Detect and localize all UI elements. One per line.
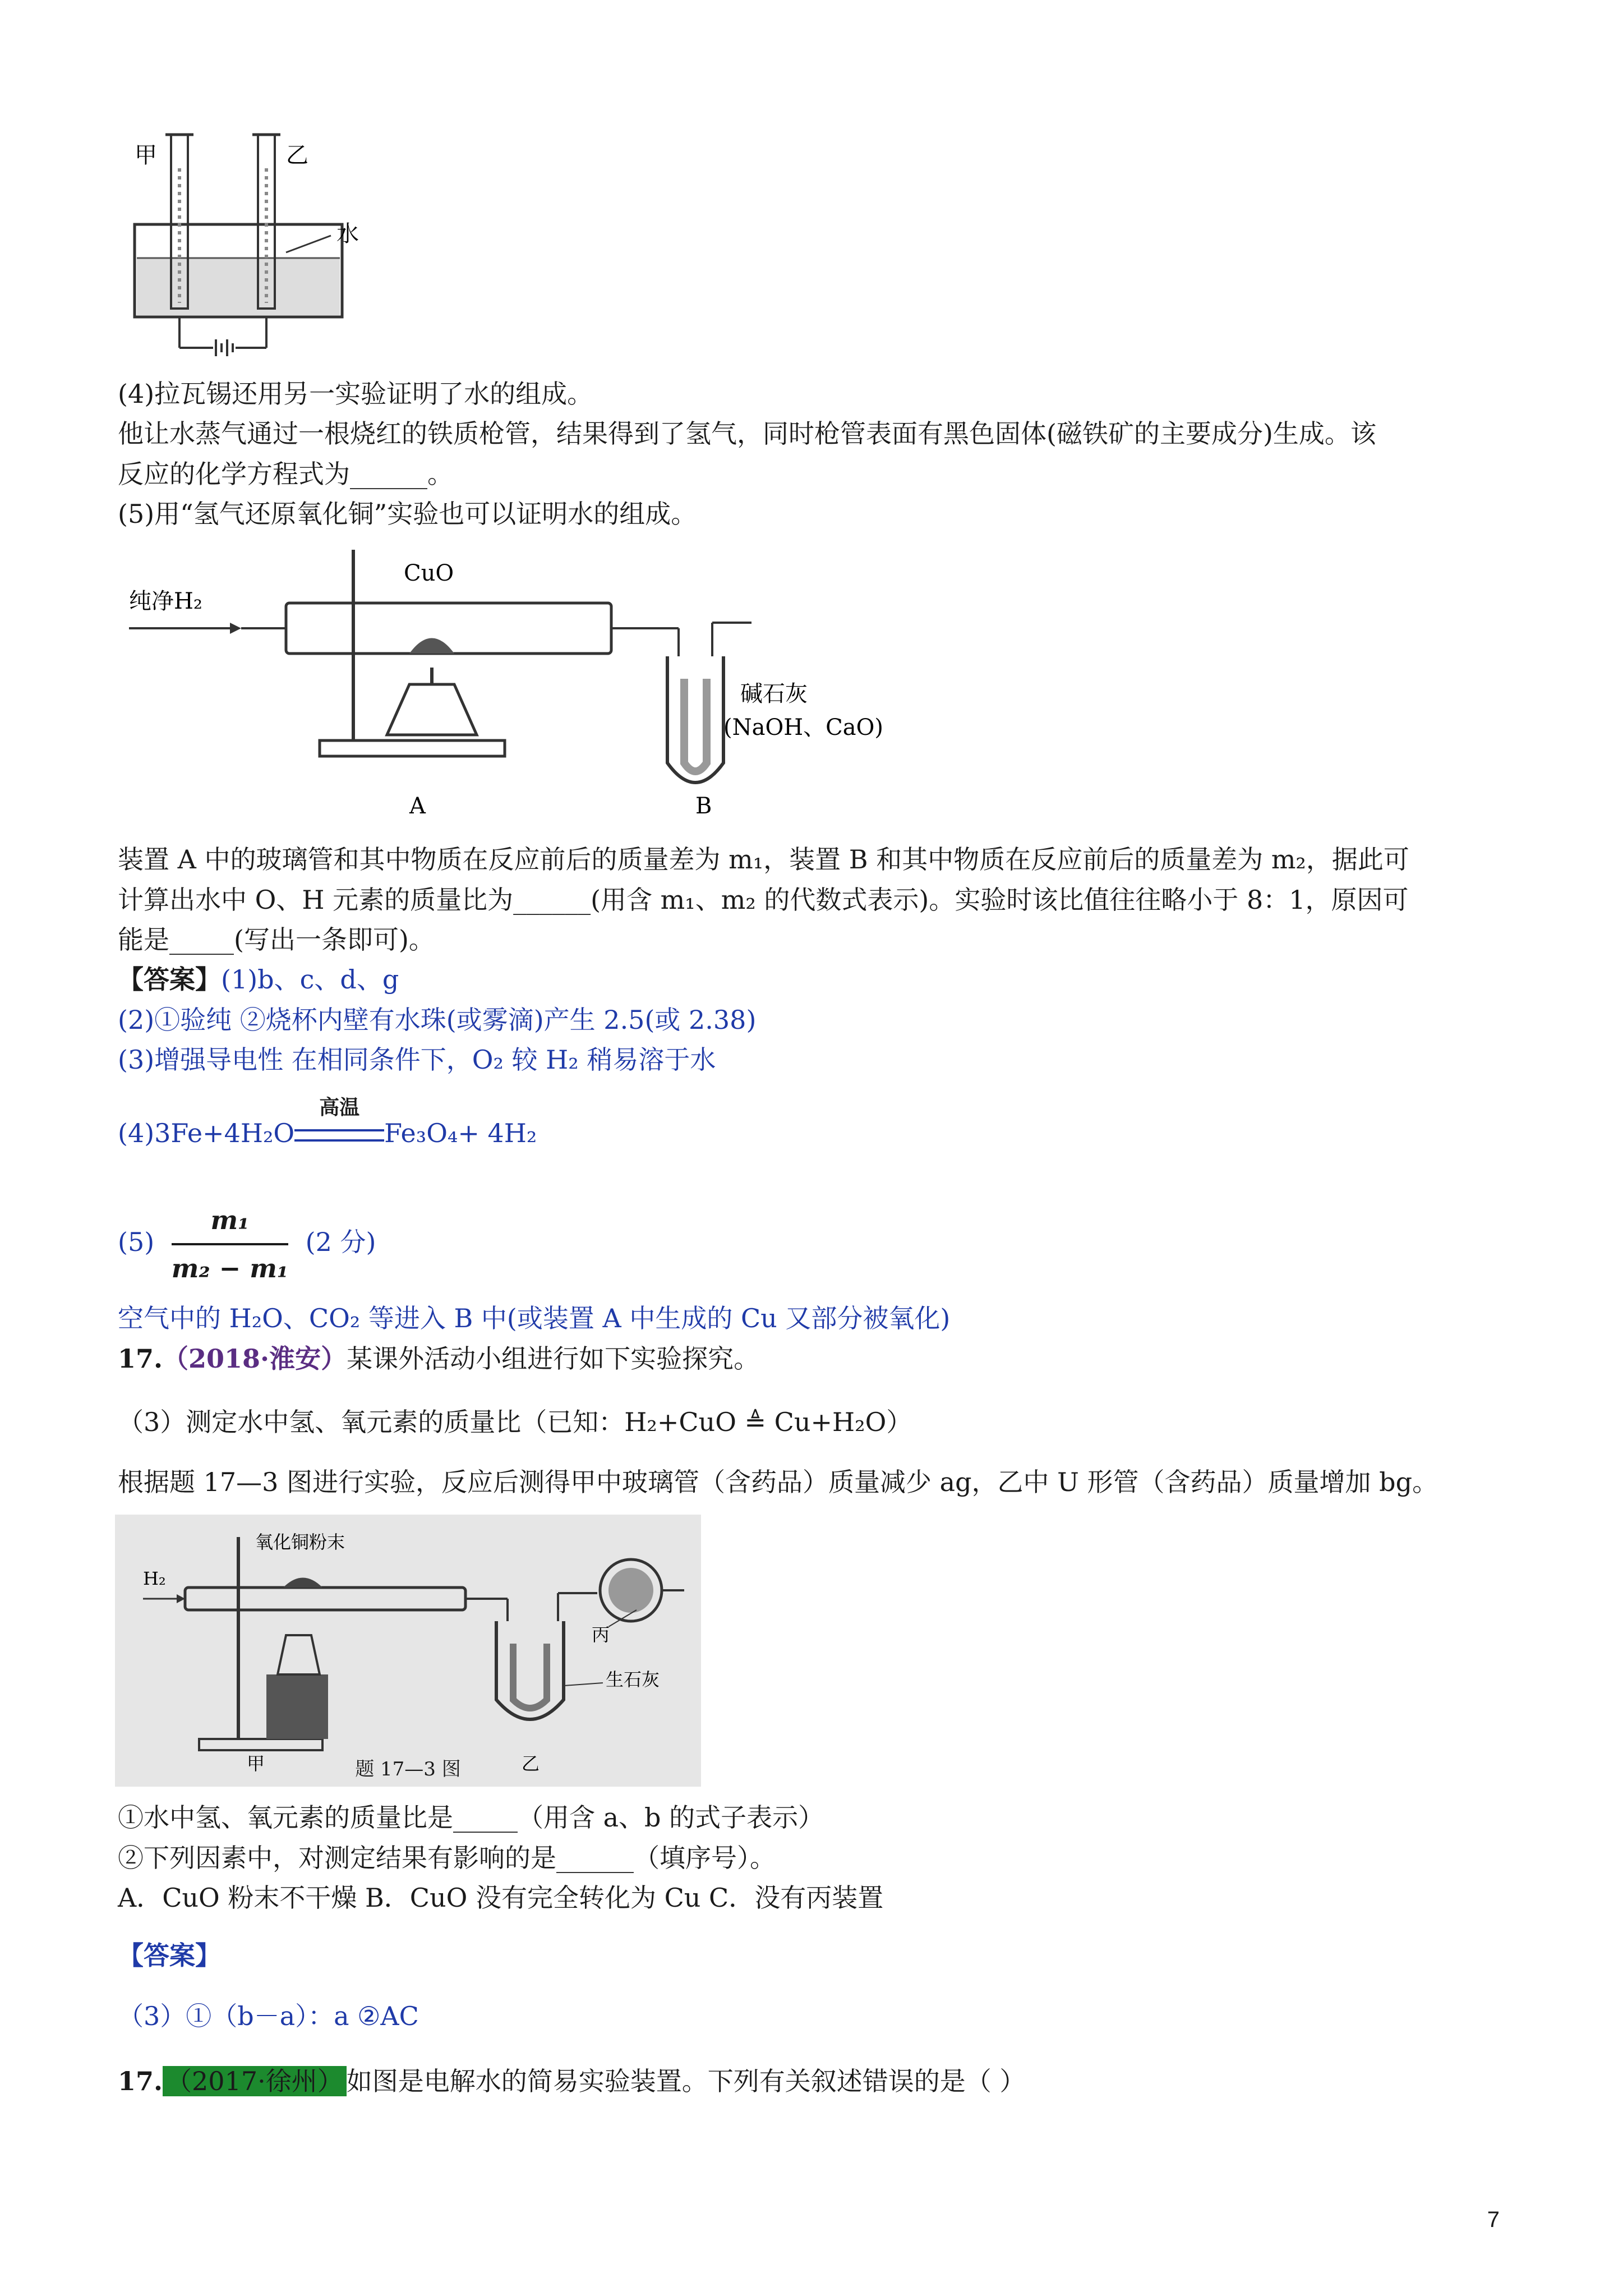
q17-2018-line-2: （3）测定水中氢、氧元素的质量比（已知：H₂+CuO ≜ Cu+H₂O） <box>118 1407 912 1437</box>
q4-line-2: 他让水蒸气通过一根烧红的铁质枪管，结果得到了氢气，同时枪管表面有黑色固体(磁铁矿的主要成分)生成。该 <box>118 418 1376 449</box>
answer-1-line-1: 【答案】(1)b、c、d、g <box>118 964 399 995</box>
label-soda-lime-formula: (NaOH、CaO) <box>723 715 883 740</box>
figure-caption: 题 17—3 图 <box>355 1758 461 1780</box>
label-yi: 乙 <box>286 142 308 168</box>
source-tag-highlighted: （2017·徐州） <box>163 2066 347 2096</box>
q5-text-3: 能是_____(写出一条即可)。 <box>118 924 435 955</box>
label-cuo-powder: 氧化铜粉末 <box>255 1531 345 1553</box>
q4-line-3: 反应的化学方程式为______。 <box>118 459 453 489</box>
answer-1-fraction-line: (5) $\frac{\text{m₁}}{\text{m₂ − m₁}}$ (2 分) <box>118 1200 376 1288</box>
label-b: B <box>695 793 712 819</box>
label-pure-h2: 纯净H₂ <box>129 588 202 614</box>
reaction-condition: 高温 <box>294 1116 384 1150</box>
answer-1-line-3: (3)增强导电性 在相同条件下，O₂ 较 H₂ 稍易溶于水 <box>118 1045 716 1075</box>
label-yi: 乙 <box>522 1753 540 1774</box>
answer-1-line-2: (2)①验纯 ②烧杯内壁有水珠(或雾滴)产生 2.5(或 2.38) <box>118 1005 757 1035</box>
q5-text-2: 计算出水中 O、H 元素的质量比为______(用含 m₁、m₂ 的代数式表示)。实验时该比值往往略小于 8：1，原因可 <box>118 885 1409 915</box>
q17-2018-line-5: ②下列因素中，对测定结果有影响的是______（填序号）。 <box>118 1843 776 1873</box>
q17-2018-options: A．CuO 粉末不干燥 B．CuO 没有完全转化为 Cu C．没有丙装置 <box>118 1883 884 1913</box>
answer-2-label: 【答案】 <box>118 1940 221 1971</box>
q17-2017-heading: 17. （2017·徐州） 如图是电解水的简易实验装置。下列有关叙述错误的是（ ） <box>118 2066 1026 2096</box>
photo-apparatus-figure <box>115 1515 701 1787</box>
label-jia: 甲 <box>135 142 157 168</box>
source-tag: （2018·淮安） <box>163 1343 347 1374</box>
q5-text-1: 装置 A 中的玻璃管和其中物质在反应前后的质量差为 m₁，装置 B 和其中物质在反应前后的质量差为 m₂，据此可 <box>118 844 1409 875</box>
page-number: 7 <box>1487 2207 1500 2232</box>
q17-2018-line-4: ①水中氢、氧元素的质量比是_____（用含 a、b 的式子表示） <box>118 1802 824 1833</box>
answer-1-equation: (4)3Fe+4H₂O 高温 Fe₃O₄+ 4H₂ <box>118 1116 537 1150</box>
cuo-apparatus-figure <box>118 539 903 836</box>
q4-line-1: (4)拉瓦锡还用另一实验证明了水的组成。 <box>118 379 593 409</box>
answer-2: （3）①（b－a）：a ②AC <box>118 2001 419 2031</box>
label-jia: 甲 <box>247 1753 265 1774</box>
label-soda-lime: 碱石灰 <box>740 681 808 707</box>
answer-1-line-6: 空气中的 H₂O、CO₂ 等进入 B 中(或装置 A 中生成的 Cu 又部分被氧化) <box>118 1303 951 1333</box>
electrolysis-figure <box>123 123 381 370</box>
q17-2018-heading: 17.（2018·淮安）某课外活动小组进行如下实验探究。 <box>118 1343 760 1374</box>
answer-label: 【答案】 <box>118 964 221 995</box>
label-h2: H₂ <box>143 1568 166 1589</box>
label-water: 水 <box>336 221 359 247</box>
q5-line-1: (5)用“氢气还原氧化铜”实验也可以证明水的组成。 <box>118 499 697 529</box>
label-a: A <box>409 793 426 819</box>
label-bing: 丙 <box>592 1624 610 1645</box>
fraction: $\frac{\text{m₁}}{\text{m₂ − m₁}}$ <box>172 1200 288 1288</box>
q17-2018-line-3: 根据题 17—3 图进行实验，反应后测得甲中玻璃管（含药品）质量减少 ag，乙中 U 形管（含药品）质量增加 bg。 <box>118 1467 1438 1497</box>
label-cuo: CuO <box>404 560 454 586</box>
label-quicklime: 生石灰 <box>606 1669 660 1690</box>
